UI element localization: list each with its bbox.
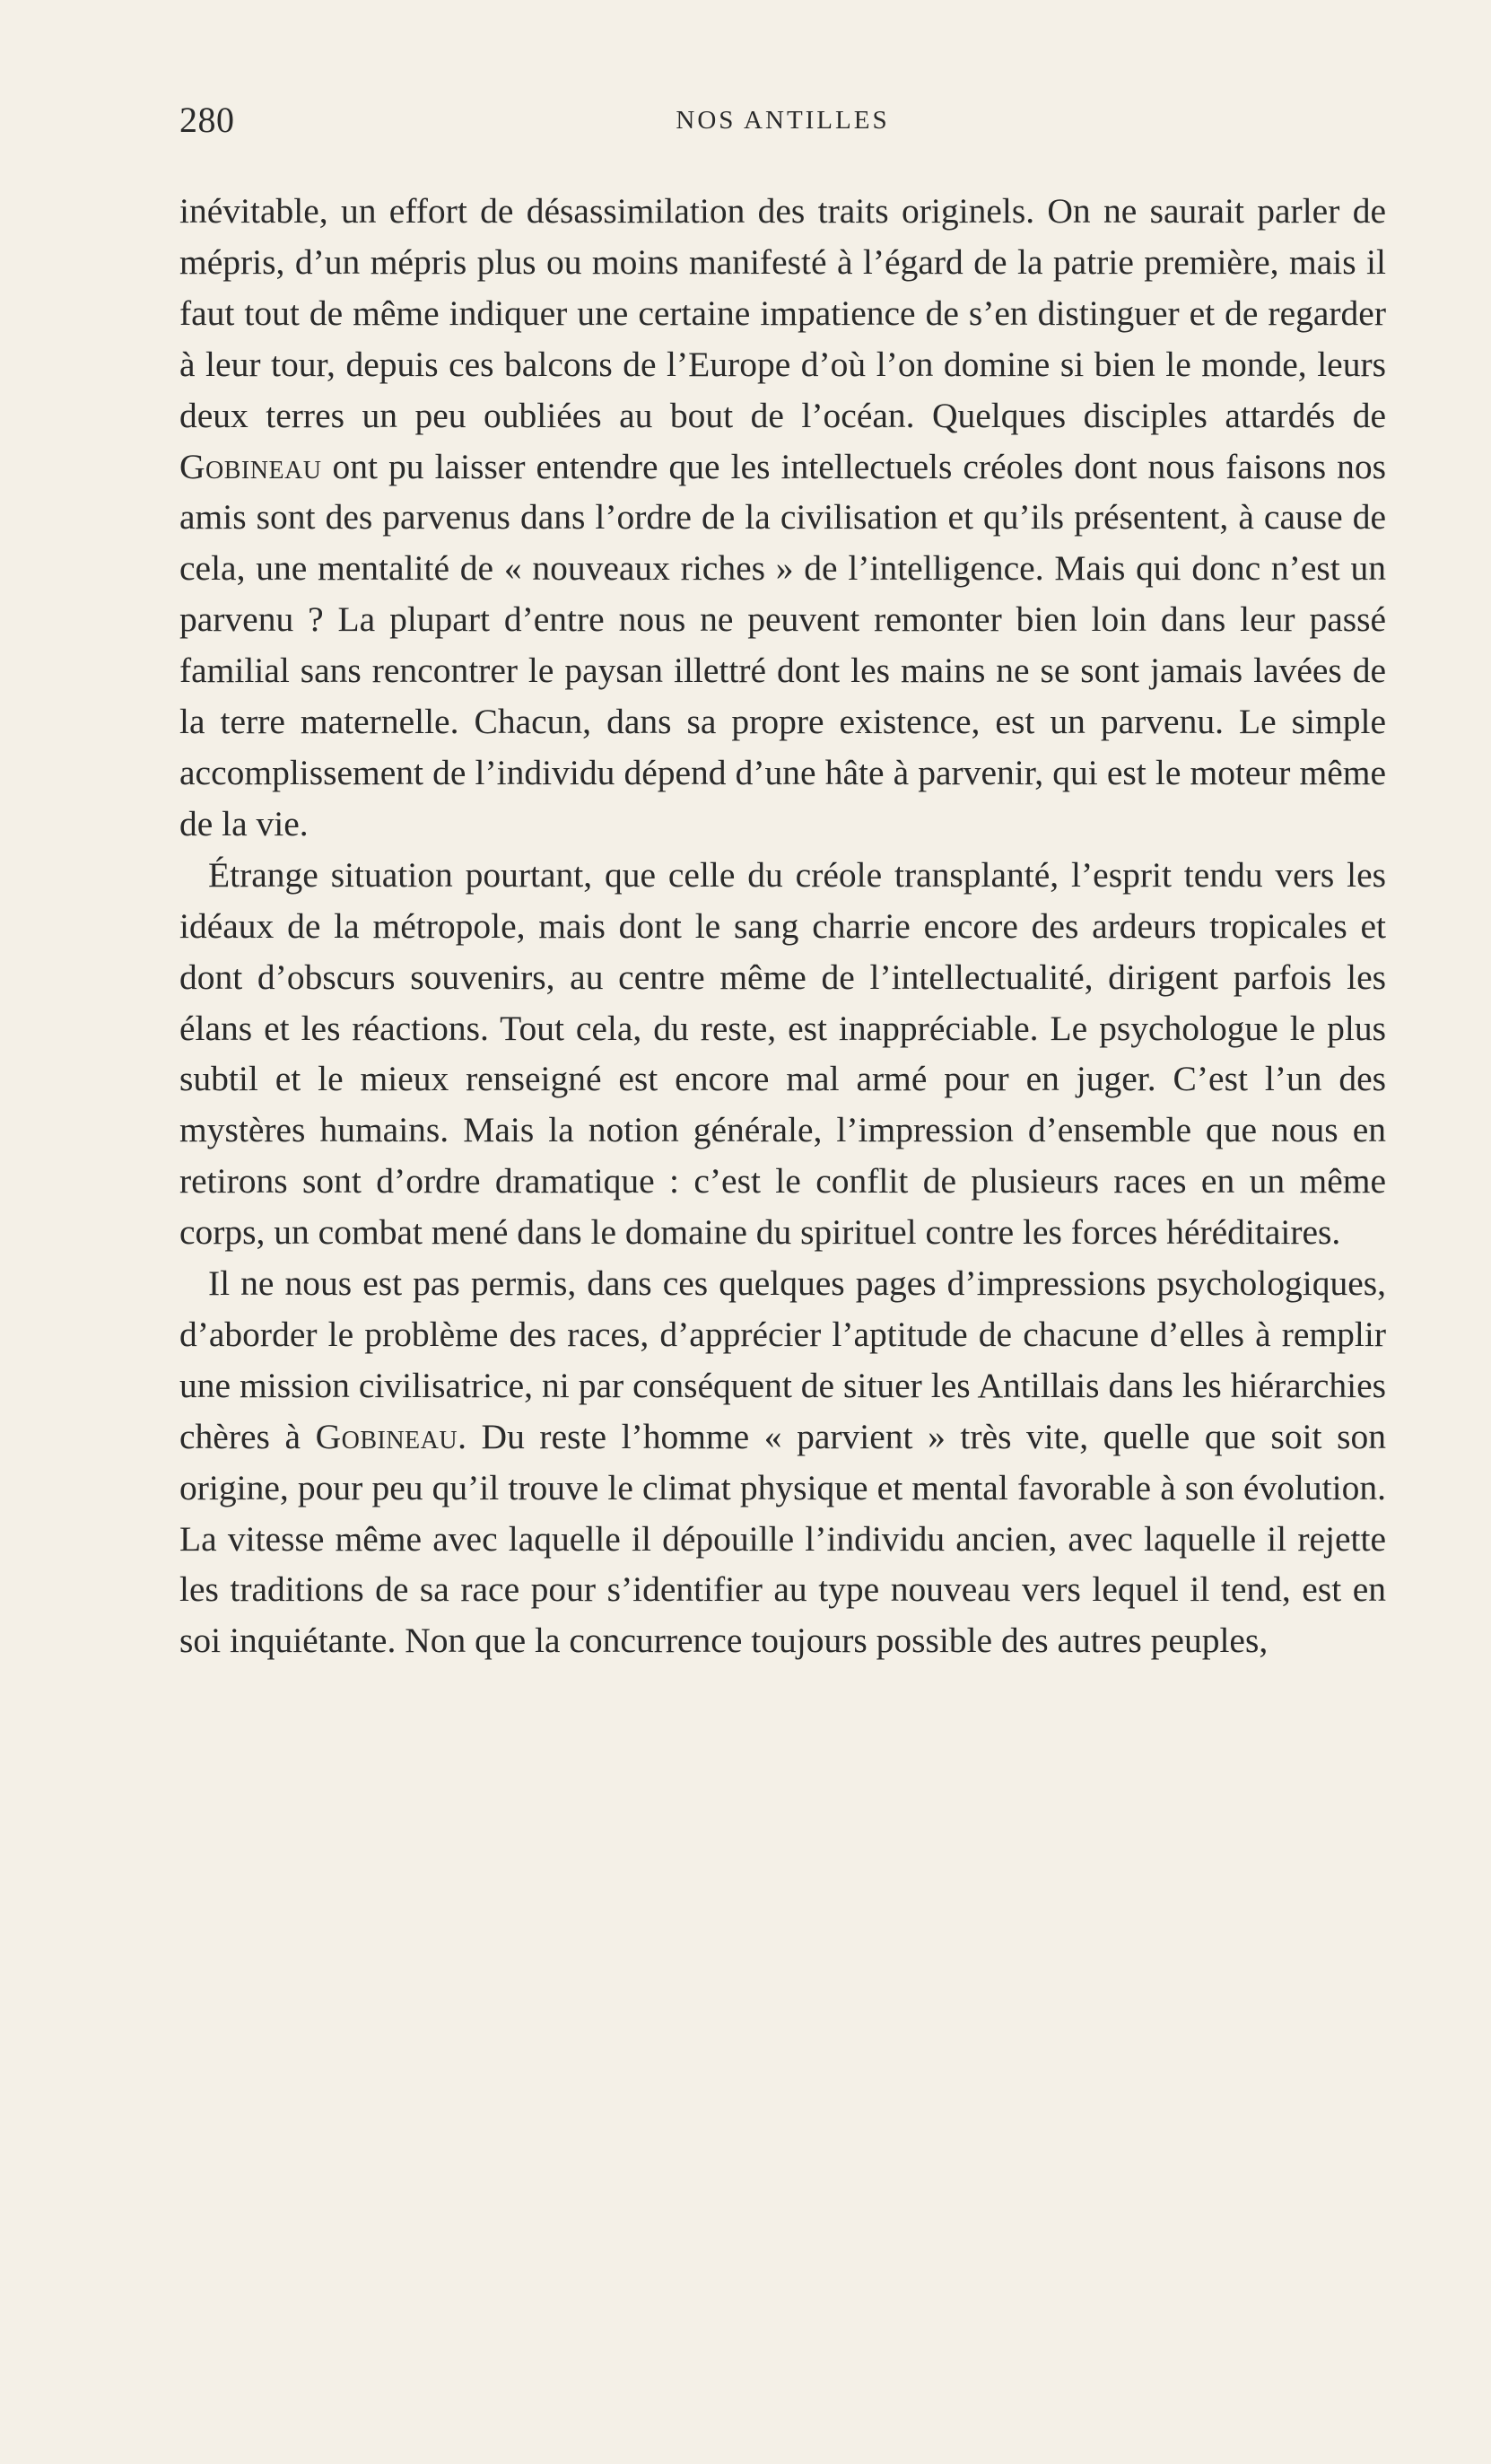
page-header xyxy=(179,99,1386,153)
paragraph-3-text-a: Il ne nous est pas permis, dans ces quelques pages d’impressions psychologiques, d’aborder le problème des races, d’apprécier l’aptitude de chacune d’elles à remplir une mission civilisatrice, ni par conséquent de situer les Antillais dans les hiérarchies chères à xyxy=(179,1263,1386,1456)
page-number: 280 xyxy=(179,100,235,140)
body-text xyxy=(179,186,1386,1666)
paragraph-2: Étrange situation pourtant, que celle du créole transplanté, l’esprit tendu vers les idéaux de la métropole, mais dont le sang charrie encore des ardeurs tropicales et dont d’obscurs souvenirs, au centre même de l’intellectualité, dirigent parfois les élans et les réactions. Tout cela, du reste, est inappréciable. Le psychologue le plus subtil et le mieux renseigné est encore mal armé pour en juger. C’est l’un des mystères humains. Mais la notion générale, l’impression d’ensemble que nous en retirons sont d’ordre dramatique : c’est le conflit de plusieurs races en un même corps, un combat mené dans le domaine du spirituel contre les forces héréditaires. xyxy=(179,854,1386,1253)
author-name-gobineau: Gobineau xyxy=(179,446,322,486)
paragraph-1-text-b: ont pu laisser entendre que les intellectuels créoles dont nous faisons nos amis sont des parvenus dans l’ordre de la civilisation et qu’ils présentent, à cause de cela, une mentalité de « nouveaux riches » de l’intelligence. Mais qui donc n’est un parvenu ? La plupart d’entre nous ne peuvent remonter bien loin dans leur passé familial sans rencontrer le paysan illettré dont les mains ne se sont jamais lavées de la terre maternelle. Chacun, dans sa propre existence, est un parvenu. Le simple accomplissement de l’individu dépend d’une hâte à parvenir, qui est le moteur même de la vie. xyxy=(179,446,1386,843)
paragraph-1 xyxy=(179,186,1386,850)
paragraph-3-text-b: . Du reste l’homme « parvient » très vite, quelle que soit son origine, pour peu qu’il trouve le climat physique et mental favorable à son évolution. La vitesse même avec laquelle il dépouille l’individu ancien, avec laquelle il rejette les traditions de sa race pour s’identifier au type nouveau vers lequel il tend, est en soi inquiétante. Non que la concurrence toujours possible des autres peuples, xyxy=(179,1416,1386,1661)
paragraph-3 xyxy=(179,1258,1386,1666)
running-title: NOS ANTILLES xyxy=(676,106,890,135)
author-name-gobineau: Gobineau xyxy=(315,1416,458,1456)
paragraph-1-text-a: inévitable, un effort de désassimilation des traits originels. On ne saurait parler de mépris, d’un mépris plus ou moins manifesté à l’égard de la patrie première, mais il faut tout de même indiquer une certaine impatience de s’en distinguer et de regarder à leur tour, depuis ces balcons de l’Europe d’où l’on domine si bien le monde, leurs deux terres un peu oubliées au bout de l’océan. Quelques disciples attardés de xyxy=(179,191,1386,435)
